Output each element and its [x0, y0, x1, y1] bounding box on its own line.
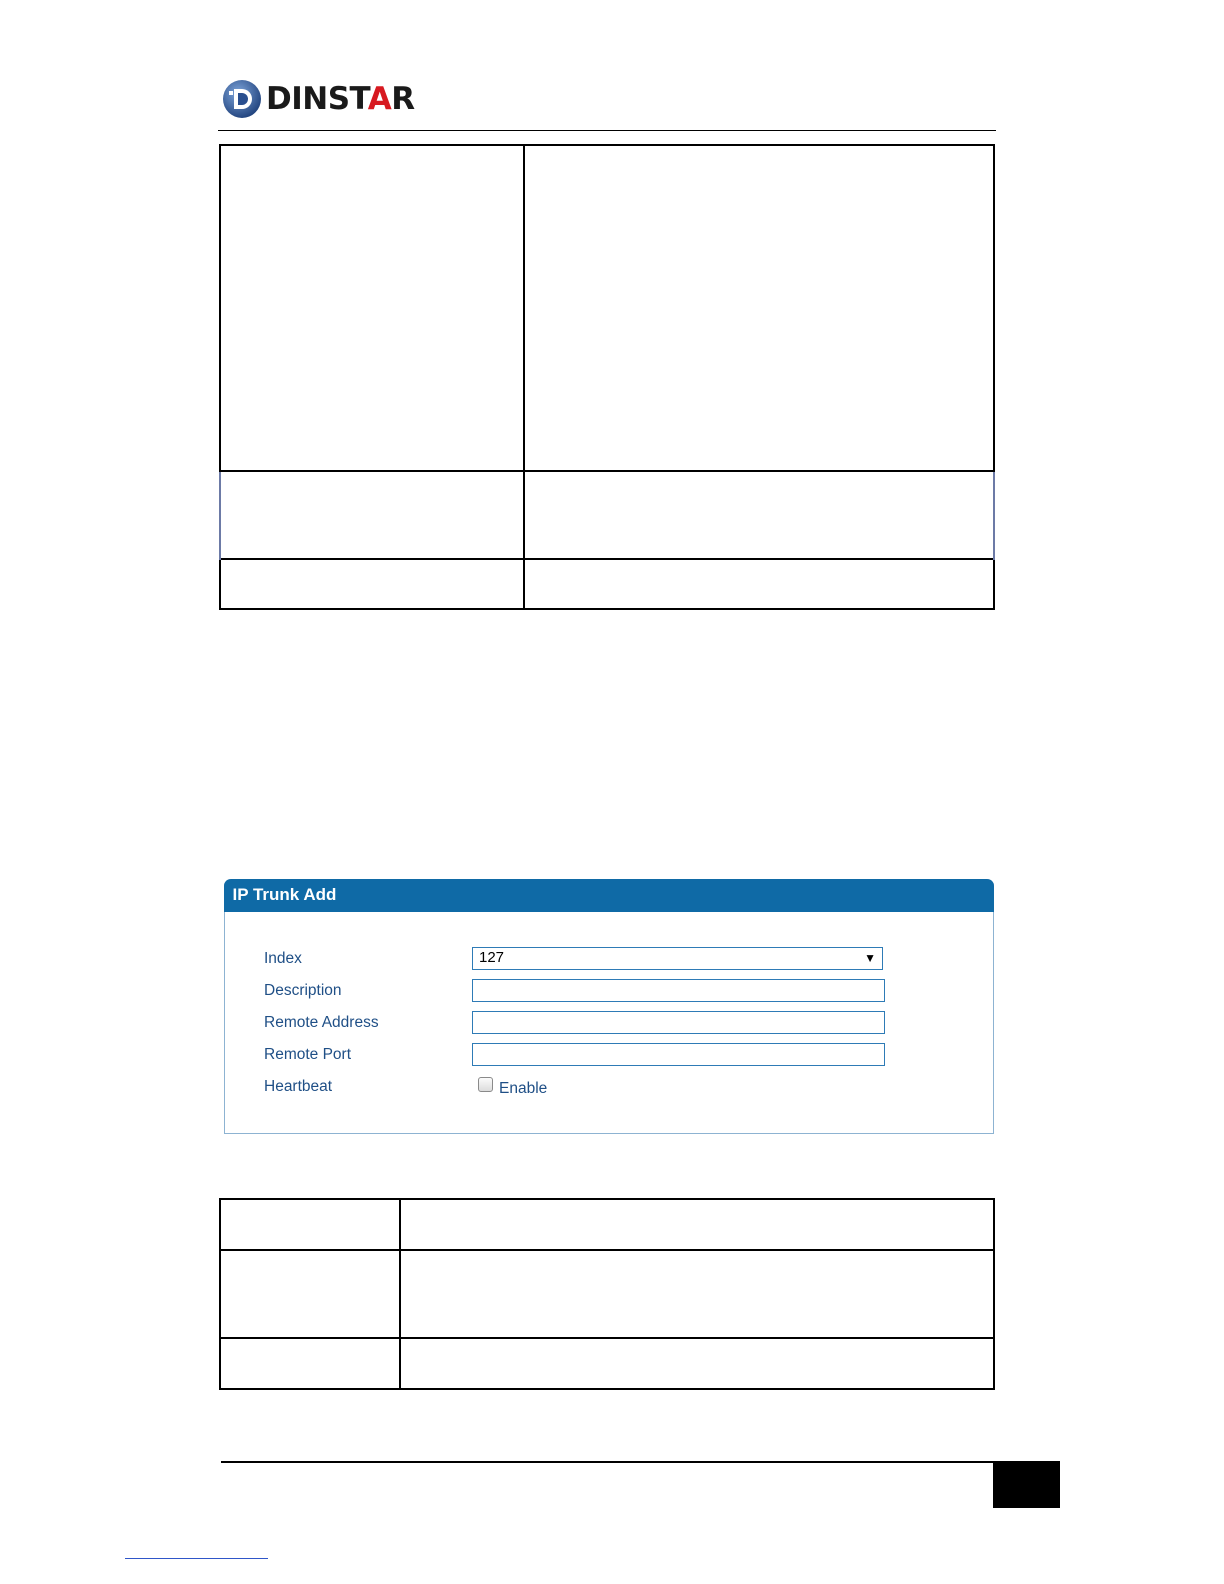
remote-address-input[interactable] [472, 1011, 885, 1034]
remote-address-label: Remote Address [264, 1014, 379, 1031]
table-row [220, 1250, 994, 1338]
table-row [220, 471, 994, 559]
logo-wordmark: DINSTAR [266, 81, 415, 117]
panel-title: IP Trunk Add [232, 885, 337, 904]
table-cell [220, 559, 524, 609]
table-cell [400, 1338, 994, 1389]
header-divider [218, 130, 996, 131]
ip-trunk-add-panel [224, 879, 994, 1134]
parameter-table-1 [219, 144, 995, 610]
hyperlink-underline [125, 1558, 268, 1559]
table-row [220, 1199, 994, 1250]
table-cell [220, 471, 524, 559]
table-cell [220, 145, 524, 471]
remote-port-label: Remote Port [264, 1046, 352, 1063]
heartbeat-enable-checkbox[interactable] [478, 1077, 493, 1092]
table-cell [524, 559, 994, 609]
page-number-box [993, 1461, 1060, 1508]
footer-divider [221, 1461, 993, 1463]
dinstar-logo-icon [222, 79, 262, 119]
dinstar-logo [222, 78, 415, 120]
parameter-table-2 [219, 1198, 995, 1390]
table-row [220, 145, 994, 471]
table-cell [524, 145, 994, 471]
description-input[interactable] [472, 979, 885, 1002]
heartbeat-enable-label[interactable]: Enable [499, 1080, 548, 1097]
panel-header [224, 879, 994, 912]
table-row [220, 1338, 994, 1389]
index-selected-value: 127 [479, 949, 505, 966]
index-select[interactable] [472, 947, 883, 970]
table-cell [220, 1250, 400, 1338]
table-cell [220, 1199, 400, 1250]
table-cell [400, 1199, 994, 1250]
heartbeat-label: Heartbeat [264, 1078, 333, 1095]
description-label: Description [264, 982, 342, 999]
table-cell [220, 1338, 400, 1389]
table-cell [400, 1250, 994, 1338]
index-label: Index [264, 950, 302, 967]
table-cell [524, 471, 994, 559]
dropdown-arrow-icon: ▼ [864, 951, 876, 965]
remote-port-input[interactable] [472, 1043, 885, 1066]
table-row [220, 559, 994, 609]
